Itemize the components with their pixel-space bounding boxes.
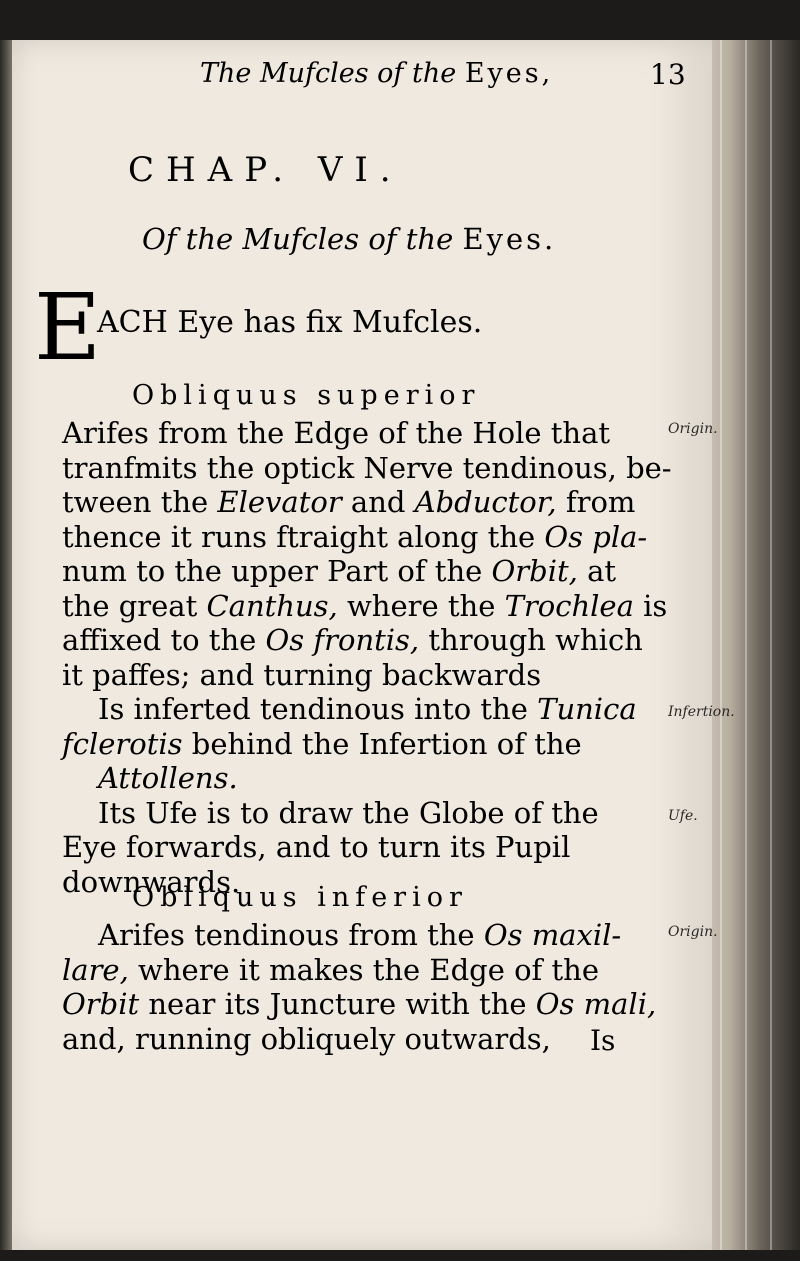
text-line: tween the Elevator and Abductor, from xyxy=(62,485,636,519)
drop-cap: E xyxy=(34,274,102,381)
text-line: lare, where it makes the Edge of the xyxy=(62,952,600,987)
section-heading-obliquus-superior: Obliquus superior xyxy=(132,380,481,411)
margin-note-origin: Origin. xyxy=(668,421,718,437)
text-line: thence it runs ftraight along the Os pla- xyxy=(62,519,648,554)
page-number: 13 xyxy=(650,58,686,91)
text-line: Arifes tendinous from the Os maxil- xyxy=(98,918,622,952)
section-heading-obliquus-inferior: Obliquus inferior xyxy=(132,882,468,913)
book-gutter xyxy=(700,40,800,1250)
margin-note-use: Ufe. xyxy=(668,808,698,824)
text-line: Is inferted tendinous into the Tunica xyxy=(98,692,637,726)
chapter-heading: CHAP. VI. xyxy=(128,150,403,190)
chapter-subtitle: Of the Mufcles of the Eyes. xyxy=(142,222,557,256)
text-line: num to the upper Part of the Orbit, at xyxy=(62,554,617,588)
margin-note-origin-2: Origin. xyxy=(668,924,718,940)
text-line: downwards. xyxy=(62,864,241,899)
text-line: tranfmits the optick Nerve tendinous, be- xyxy=(62,450,672,485)
section1-body xyxy=(62,416,672,899)
running-header xyxy=(200,58,670,89)
intro-text: ACH Eye has fix Mufcles. xyxy=(97,305,483,340)
header-title: The Mufcles of the xyxy=(200,58,457,89)
text-line: Orbit near its Juncture with the Os mali, xyxy=(62,987,657,1021)
catchword: Is xyxy=(590,1024,616,1057)
section2-body xyxy=(62,918,662,1056)
margin-note-insertion: Infertion. xyxy=(668,704,735,720)
text-line: Its Ufe is to draw the Globe of the xyxy=(98,795,599,830)
text-line: it paffes; and turning backwards xyxy=(62,657,542,692)
text-line: Eye forwards, and to turn its Pupil xyxy=(62,830,571,864)
text-line: fclerotis behind the Infertion of the xyxy=(62,726,582,761)
text-line: Attollens. xyxy=(98,761,238,795)
text-line: the great Canthus, where the Trochlea is xyxy=(62,588,668,623)
header-title-caps: Eyes, xyxy=(464,58,554,89)
text-line: Arifes from the Edge of the Hole that xyxy=(62,416,611,450)
book-left-edge xyxy=(0,40,12,1250)
text-line: affixed to the Os frontis, through which xyxy=(62,623,643,657)
text-line: and, running obliquely outwards, xyxy=(62,1021,551,1056)
